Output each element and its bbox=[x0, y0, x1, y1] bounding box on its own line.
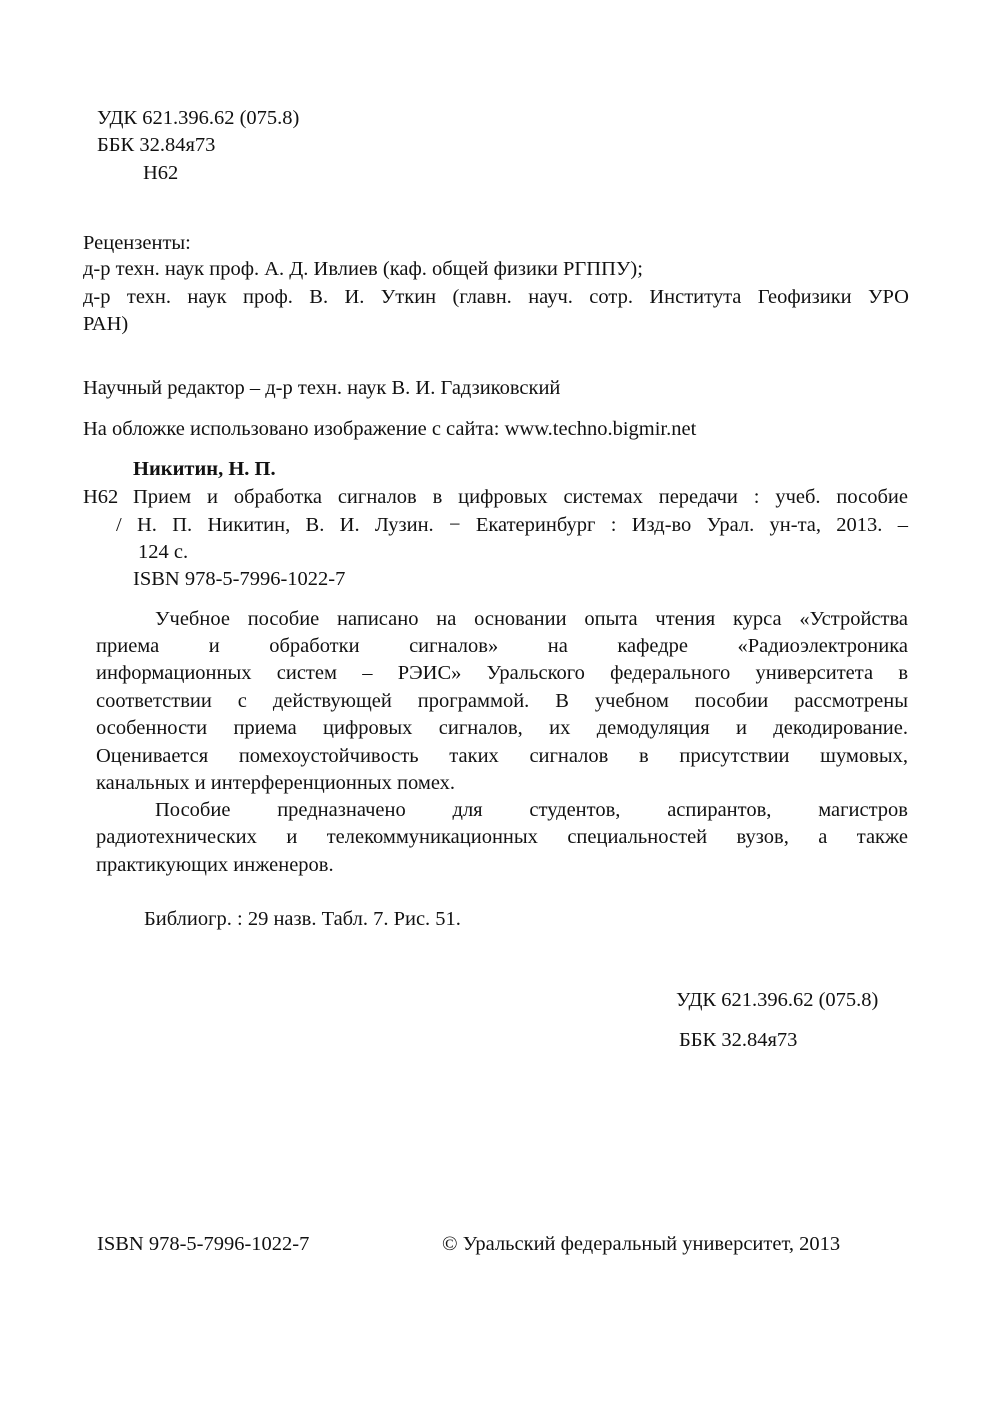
abstract-p1-line-6: Оценивается помехоустойчивость таких сигналов в присутствии шумовых, bbox=[96, 745, 908, 767]
abstract-p2-line-1: Пособие предназначено для студентов, аспирантов, магистров bbox=[155, 799, 908, 821]
catalog-author: Никитин, Н. П. bbox=[133, 458, 276, 480]
header-bbk: ББК 32.84я73 bbox=[97, 134, 216, 156]
catalog-isbn: ISBN 978-5-7996-1022-7 bbox=[133, 568, 346, 590]
abstract-p1-line-7: канальных и интерференционных помех. bbox=[96, 772, 456, 794]
header-code: Н62 bbox=[143, 162, 179, 184]
catalog-code: Н62 bbox=[83, 486, 119, 508]
abstract-p1-line-4: соответствии с действующей программой. В учебном пособии рассмотрены bbox=[96, 690, 908, 712]
reviewers-heading: Рецензенты: bbox=[83, 232, 191, 254]
cover-note: На обложке использовано изображение с сайта: www.techno.bigmir.net bbox=[83, 418, 697, 440]
header-udk: УДК 621.396.62 (075.8) bbox=[97, 107, 300, 129]
abstract-p1-line-5: особенности приема цифровых сигналов, их демодуляция и декодирование. bbox=[96, 717, 908, 739]
classification-udk: УДК 621.396.62 (075.8) bbox=[676, 989, 879, 1011]
footer-copyright: © Уральский федеральный университет, 2013 bbox=[442, 1233, 841, 1255]
reviewer-2-line-2: РАН) bbox=[83, 313, 129, 335]
classification-bbk: ББК 32.84я73 bbox=[679, 1029, 798, 1051]
abstract-p2-line-2: радиотехнических и телекоммуникационных специальностей вузов, а также bbox=[96, 826, 908, 848]
abstract-p1-line-1: Учебное пособие написано на основании опыта чтения курса «Устройства bbox=[155, 608, 908, 630]
bibliography: Библиогр. : 29 назв. Табл. 7. Рис. 51. bbox=[144, 908, 461, 930]
reviewer-1: д-р техн. наук проф. А. Д. Ивлиев (каф. общей физики РГППУ); bbox=[83, 258, 643, 280]
catalog-title-line-2: / Н. П. Никитин, В. И. Лузин. − Екатеринбург : Изд-во Урал. ун-та, 2013. – bbox=[116, 514, 908, 536]
abstract-p2-line-3: практикующих инженеров. bbox=[96, 854, 334, 876]
catalog-title-line-1: Прием и обработка сигналов в цифровых системах передачи : учеб. пособие bbox=[133, 486, 908, 508]
catalog-pages: 124 с. bbox=[138, 541, 189, 563]
footer-isbn: ISBN 978-5-7996-1022-7 bbox=[97, 1233, 310, 1255]
scientific-editor: Научный редактор – д-р техн. наук В. И. Гадзиковский bbox=[83, 377, 561, 399]
abstract-p1-line-3: информационных систем – РЭИС» Уральского федерального университета в bbox=[96, 662, 908, 684]
abstract-p1-line-2: приема и обработки сигналов» на кафедре «Радиоэлектроника bbox=[96, 635, 908, 657]
reviewer-2-line-1: д-р техн. наук проф. В. И. Уткин (главн. науч. сотр. Института Геофизики УРО bbox=[83, 286, 909, 308]
